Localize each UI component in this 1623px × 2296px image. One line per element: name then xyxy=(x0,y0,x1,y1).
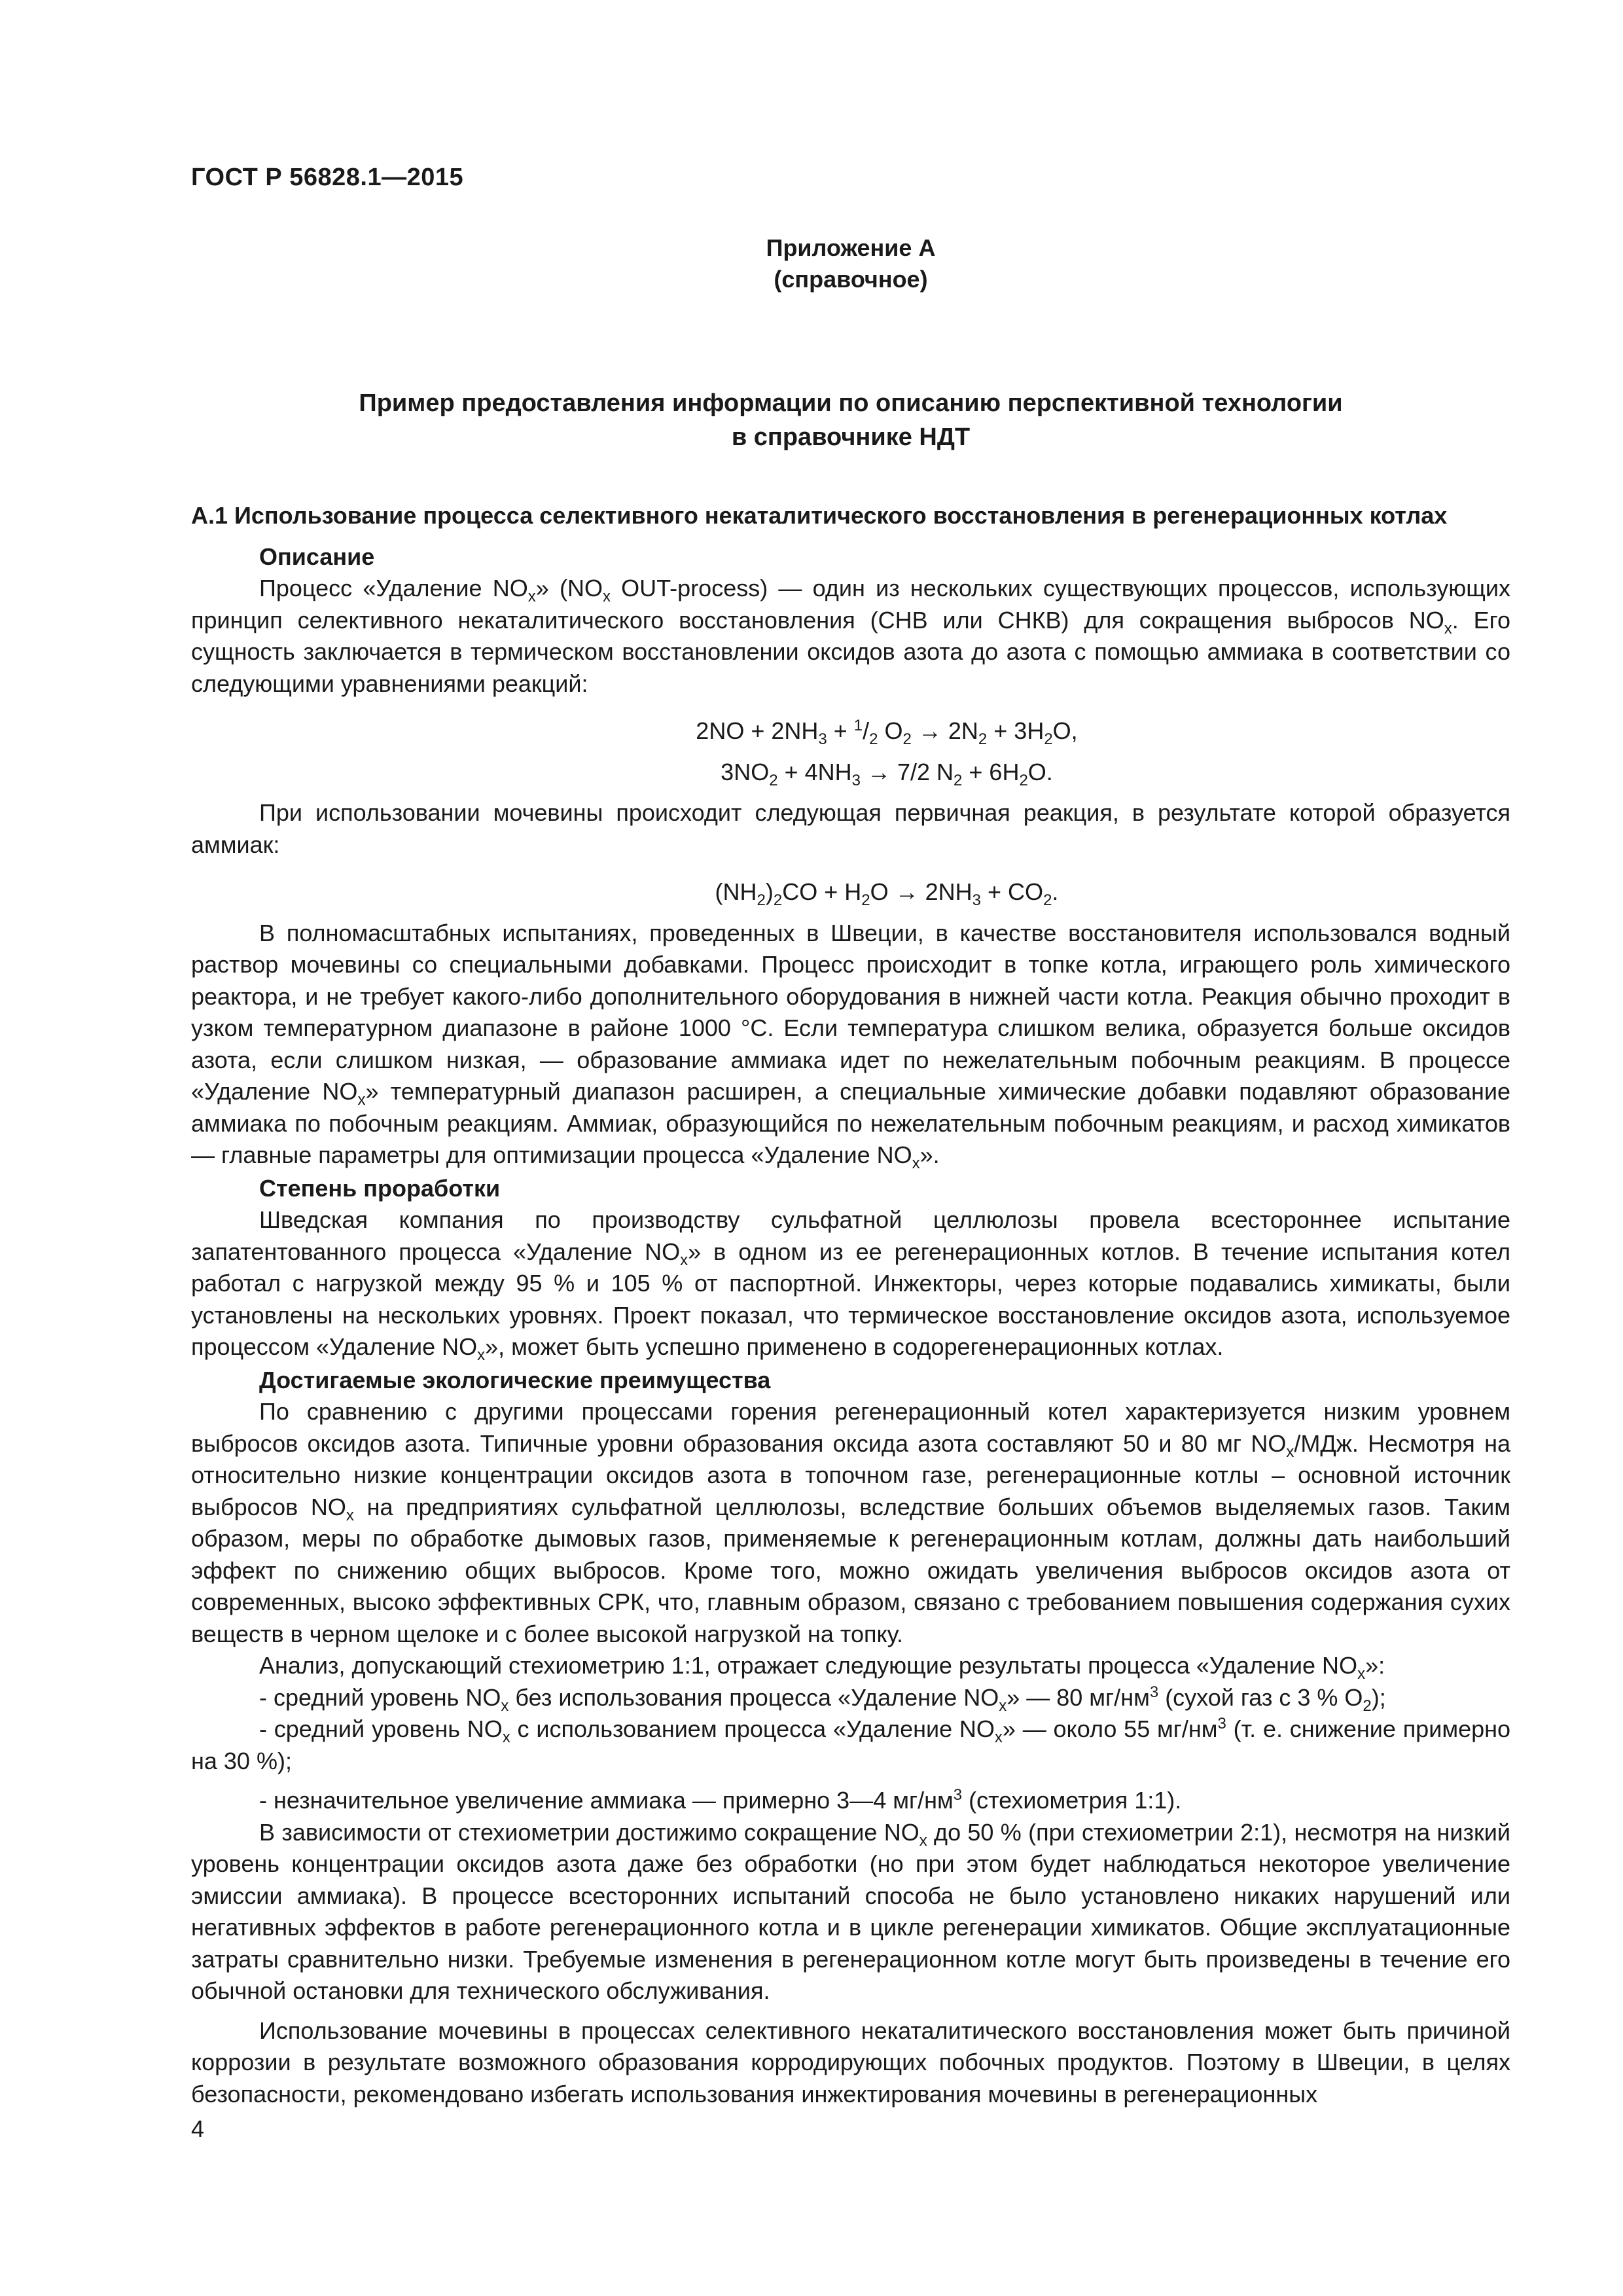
document-title xyxy=(191,386,1510,454)
equation-1: $2NO + 2NH_3 + ^1/_2$ $O_2 \to 2N_2 + 3H_2O$, xyxy=(696,717,1078,749)
paragraph-development-1: Шведская компания по производству сульфатной целлюлозы провела всестороннее испытание запатентованного процесса «Удаление $NO_x$» в одном из ее регенерационных котлов. В течение испытания котел работал с нагрузкой между 95 % и 105 % от паспортной. Инжекторы, через которые подавались химикаты, были установлены на нескольких уровнях. Проект показал, что термическое восстановление оксидов азота, используемое процессом «Удаление $NO_x$», может быть успешно применено в содорегенерационных котлах. xyxy=(191,1206,1510,1365)
list-item-3: - незначительное увеличение аммиака — примерно 3—4 $мг/нм^3$ (стехиометрия 1:1). xyxy=(259,1786,1182,1814)
paragraph-benefits-4: Использование мочевины в процессах селективного некаталитического восстановления может быть причиной коррозии в результате возможного образования корродирующих побочных продуктов. Поэтому в Швеции, в целях безопасности, рекомендовано избегать использования инжектирования мочевины в регенерационных xyxy=(191,2017,1510,2108)
equation-3: $(NH_2)_2CO + H_2O \to 2NH_3 + CO_2$. xyxy=(715,878,1059,910)
equation-2: $3NO_2 + 4NH_3 \to 7/2$ $N_2 + 6H_2O$. xyxy=(721,758,1053,789)
list-item-2: - средний уровень $NO_x$ с использованием процесса «Удаление $NO_x$» — около 55 $мг/нм^3$ (т. е. снижение примерно на 30 %); xyxy=(191,1715,1511,1774)
paragraph-benefits-2: Анализ, допускающий стехиометрию 1:1, отражает следующие результаты процесса «Удаление $NO_x$»: xyxy=(259,1652,1385,1683)
subheading-development: Степень проработки xyxy=(259,1174,501,1202)
page-content xyxy=(191,232,1510,2110)
paragraph-description-3: В полномасштабных испытаниях, проведенных в Швеции, в качестве восстановителя использовался водный раствор мочевины со специальными добавками. Процесс происходит в топке котла, играющего роль химического реактора, и не требует какого-либо дополнительного оборудования в нижней части котла. Реакция обычно проходит в узком температурном диапазоне в районе 1000 °С. Если температура слишком велика, образуется больше оксидов азота, если слишком низкая, — образование аммиака идет по нежелательным побочным реакциям. В процессе «Удаление $NO_x$» температурный диапазон расширен, а специальные химические добавки подавляют образование аммиака по побочным реакциям. Аммиак, образующийся по нежелательным побочным реакциям, и расход химикатов — главные параметры для оптимизации процесса «Удаление $NO_x$». xyxy=(191,919,1510,1173)
paragraph-description-2: При использовании мочевины происходит следующая первичная реакция, в результате которой образуется аммиак: xyxy=(191,799,1510,858)
paragraph-benefits-3: В зависимости от стехиометрии достижимо сокращение $NO_x$ до 50 % (при стехиометрии 2:1), несмотря на низкий уровень концентрации оксидов азота даже без обработки (но при этом будет наблюдаться некоторое увеличение эмиссии аммиака). В процессе всесторонних испытаний способа не было установлено никаких нарушений или негативных эффектов в работе регенерационного котла и в цикле регенерации химикатов. Общие эксплуатационные затраты сравнительно низки. Требуемые изменения в регенерационном котле могут быть произведены в течение его обычной остановки для технического обслуживания. xyxy=(191,1818,1510,2004)
page-number: 4 xyxy=(191,2115,205,2142)
paragraph-benefits-1: По сравнению с другими процессами горения регенерационный котел характеризуется низким уровнем выбросов оксидов азота. Типичные уровни образования оксида азота составляют 50 и 80 мг $NO_x$/МДж. Несмотря на относительно низкие концентрации оксидов азота в топочном газе, регенерационные котлы – основной источник выбросов $NO_x$ на предприятиях сульфатной целлюлозы, вследствие больших объемов выделяемых газов. Таким образом, меры по обработке дымовых газов, применяемые к регенерационным котлам, должны дать наибольший эффект по снижению общих выбросов. Кроме того, можно ожидать увеличения выбросов оксидов азота от современных, высоко эффективных СРК, что, главным образом, связано с требованием повышения содержания сухих веществ в черном щелоке и с более высокой нагрузкой на топку. xyxy=(191,1398,1510,1647)
annex-type: (справочное) xyxy=(774,266,928,293)
standard-header: ГОСТ Р 56828.1—2015 xyxy=(191,164,464,191)
subheading-description: Описание xyxy=(259,543,375,570)
annex-label xyxy=(191,232,1510,295)
section-heading: А.1 Использование процесса селективного некаталитического восстановления в регенерационных котлах xyxy=(191,502,1448,529)
title-line-1: Пример предоставления информации по описанию перспективной технологии xyxy=(359,389,1343,417)
paragraph-description-1: Процесс «Удаление $NO_x$» ($NO_x$ OUT-process) — один из нескольких существующих процессов, использующих принцип селективного некаталитического восстановления (СНВ или СНКВ) для сокращения выбросов $NO_x$. Его сущность заключается в термическом восстановлении оксидов азота до азота с помощью аммиака в соответствии со следующими уравнениями реакций: xyxy=(191,575,1510,697)
title-line-2: в справочнике НДТ xyxy=(731,423,971,451)
annex-title: Приложение А xyxy=(766,234,936,261)
list-item-1: - средний уровень $NO_x$ без использования процесса «Удаление $NO_x$» — 80 $мг/нм^3$ (сухой газ с 3 % $O_2$); xyxy=(259,1683,1386,1715)
subheading-benefits: Достигаемые экологические преимущества xyxy=(259,1366,771,1393)
